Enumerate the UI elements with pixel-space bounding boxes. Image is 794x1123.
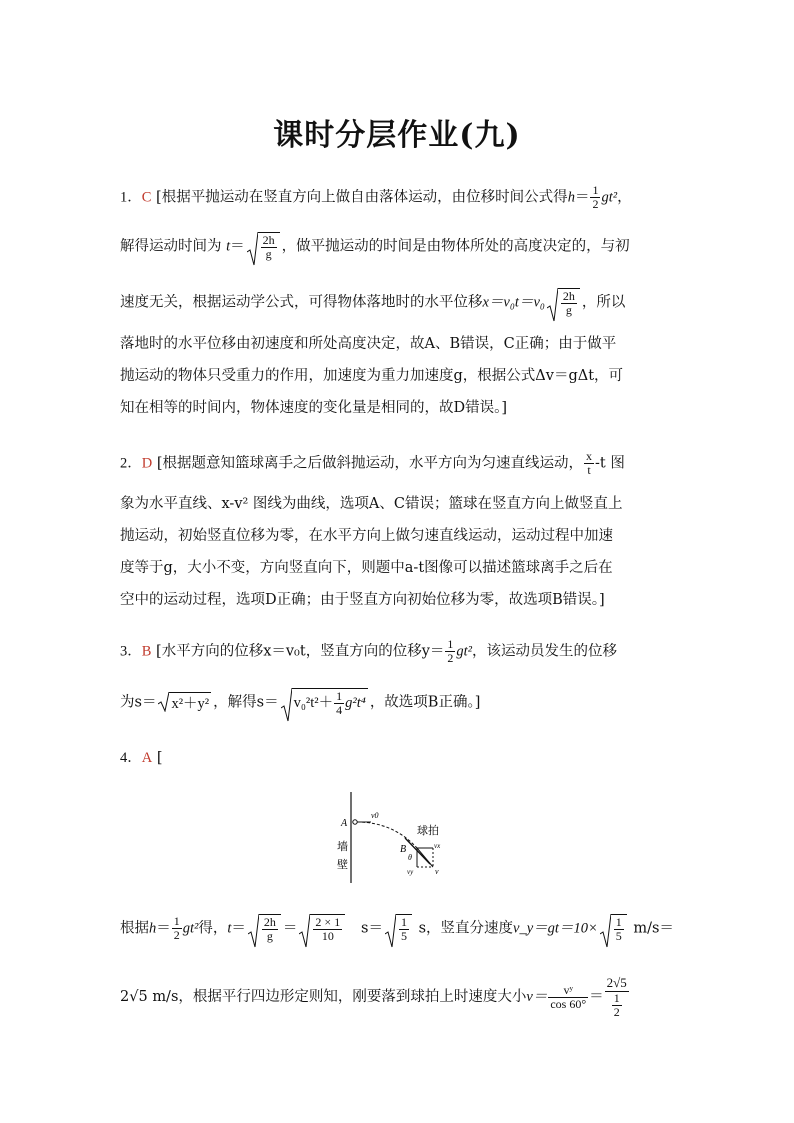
q1-text: [根据平抛运动在竖直方向上做自由落体运动，由位移时间公式得 [156,189,568,206]
frac-top: 1 [336,689,343,703]
fraction-half [445,638,455,665]
fraction-half [172,915,182,942]
var-gt2: gt² [601,189,618,206]
frac-top: 1 [615,915,622,929]
frac-top: 2h [263,915,276,929]
var-gt2: gt² [182,920,199,937]
frac-top: 2√5 [606,975,627,990]
label-v: v [435,867,439,876]
label-b: B [400,844,407,855]
label-v0: v0 [371,811,379,820]
var-h: h [149,920,157,937]
sqrt-2h-g [247,232,280,261]
q4-text: s＝ [361,920,383,937]
q1-text: ， [617,189,632,206]
var-h: h [567,189,575,206]
ball-point-a [353,820,357,824]
q4-answer: A [141,750,153,766]
q2-answer: D [141,455,153,472]
frac-top: 2 × 1 [315,915,341,929]
var-vy: v_y＝gt＝10× [513,920,598,937]
label-vx: vx [434,842,441,850]
eq: ＝ [589,989,604,1005]
frac-bottom: 10 [321,929,334,943]
q4-line-1 [120,748,163,768]
q1-text: 速度无关，根据运动学公式，可得物体落地时的水平位移 [120,294,483,311]
var-t: t [227,920,232,937]
q4-line-2 [120,914,674,943]
q1-line-4: 落地时的水平位移由初速度和所处高度决定，故A、B错误，C正确；由于做平 [120,336,617,352]
fraction-2sqrt5-half [605,975,629,1019]
q3-text: [水平方向的位移x＝v₀t，竖直方向的位移y＝ [156,643,445,660]
eq: ＝ [574,189,590,206]
var-v: v＝ [526,989,548,1005]
projectile-diagram [335,790,470,885]
value-2sqrt5: 2√5 [120,989,148,1005]
frac-bottom: 2 [173,928,180,942]
sqrt-content: x²＋y² [169,692,211,714]
frac-top: 1 [173,914,180,928]
q4-text: [ [156,750,163,766]
sqrt-1-5 [600,914,627,943]
trajectory [357,822,417,848]
label-wall-2: 壁 [337,858,348,871]
fraction-half [590,184,600,211]
var-gt2: gt² [456,643,473,660]
q3-line-1 [120,638,617,665]
label-a: A [341,818,348,829]
sqrt-v0t2 [281,688,368,717]
q3-text: ，该运动员发生的位移 [472,643,618,660]
q3-answer: B [141,643,152,660]
frac-bottom [605,992,629,1019]
q1-line-1 [120,184,632,211]
q4-text: m/s，根据平行四边形定则知，刚要落到球拍上时速度大小 [152,989,527,1005]
fraction-x-t [584,450,594,477]
page-title: 课时分层作业(九) [273,118,521,153]
q4-line-3 [120,975,630,1019]
frac-top: x [586,449,592,463]
frac-top: 2h [562,289,575,303]
q1-line-6: 知在相等的时间内，物体速度的变化量是相同的，故D错误。] [120,400,508,416]
q1-answer: C [141,189,152,206]
label-racket: 球拍 [417,824,439,837]
q3-text: ，故选项B正确。] [369,694,481,711]
fraction-vy-cos60 [548,984,588,1011]
frac-top: 1 [400,915,407,929]
q4-text: 得， [198,920,228,937]
sqrt-2x1-10 [299,914,345,943]
label-theta: θ [408,853,412,862]
q1-text: 解得运动时间为 [120,238,222,255]
frac-bottom: g [565,303,572,317]
q2-line-5: 空中的运动过程，选项D正确；由于竖直方向初始位移为零，故选项B错误。] [120,592,605,608]
frac-top: 1 [613,991,620,1005]
var-x-v0t: x＝v₀t＝v₀ [482,294,545,311]
sqrt-content: v₀²t²＋ [293,694,334,711]
sqrt-1-5 [385,914,412,943]
q3-text: ，解得s＝ [213,694,279,711]
var-t: t [226,238,231,255]
q4-text: m/s＝ [633,920,674,937]
q4-text: 根据 [120,920,149,937]
sqrt-2h-g [547,288,580,317]
q1-line-3 [120,288,625,317]
label-wall-1: 墙 [337,840,348,853]
frac-bottom: 2 [613,1005,620,1019]
q4-number: 4． [120,750,142,766]
frac-bottom: 4 [336,703,343,717]
q3-line-2 [120,688,480,717]
frac-top: 1 [592,183,599,197]
frac-top: vʸ [548,984,588,998]
q1-text: ，所以 [581,294,626,311]
frac-bottom: 5 [400,929,407,943]
var-g2t4: g²t⁴ [345,694,366,711]
q2-text: [根据题意知篮球离手之后做斜抛运动，水平方向为匀速直线运动， [156,455,583,472]
sqrt-2h-g [248,914,281,943]
eq: ＝ [230,238,245,255]
frac-bottom: 2 [447,651,454,665]
sqrt-x2y2 [158,692,211,714]
q3-number: 3． [120,643,142,660]
q2-number: 2． [120,455,142,472]
q1-line-5: 抛运动的物体只受重力的作用，加速度为重力加速度g，根据公式Δv＝gΔt，可 [120,368,624,384]
frac-bottom: 5 [615,929,622,943]
v-arrow [417,848,433,867]
q2-line-4: 度等于g，大小不变，方向竖直向下，则题中a-t图像可以描述篮球离手之后在 [120,560,613,576]
frac-top: 2h [262,233,275,247]
eq: ＝ [156,920,171,937]
frac-top: 1 [447,637,454,651]
frac-bottom: t [587,463,591,477]
eq: ＝ [282,920,298,937]
q2-line-3: 抛运动，初始竖直位移为零，在水平方向上做匀速直线运动，运动过程中加速 [120,528,613,544]
frac-bottom: cos 60° [550,996,587,1011]
q1-number: 1． [120,189,142,206]
frac-bottom: g [266,929,273,943]
frac-bottom: g [265,247,272,261]
eq: ＝ [231,920,246,937]
q2-text: -t 图 [595,455,625,472]
q2-line-1 [120,450,625,477]
label-vy: vy [407,868,414,876]
q1-line-2 [120,232,630,261]
q2-line-2: 象为水平直线、x-v² 图线为曲线，选项A、C错误；篮球在竖直方向上做竖直上 [120,496,623,512]
q3-text: 为s＝ [120,694,157,711]
frac-bottom: 2 [592,197,599,211]
q4-text: s，竖直分速度 [418,920,514,937]
q1-text: ，做平抛运动的时间是由物体所处的高度决定的，与初 [281,238,630,255]
